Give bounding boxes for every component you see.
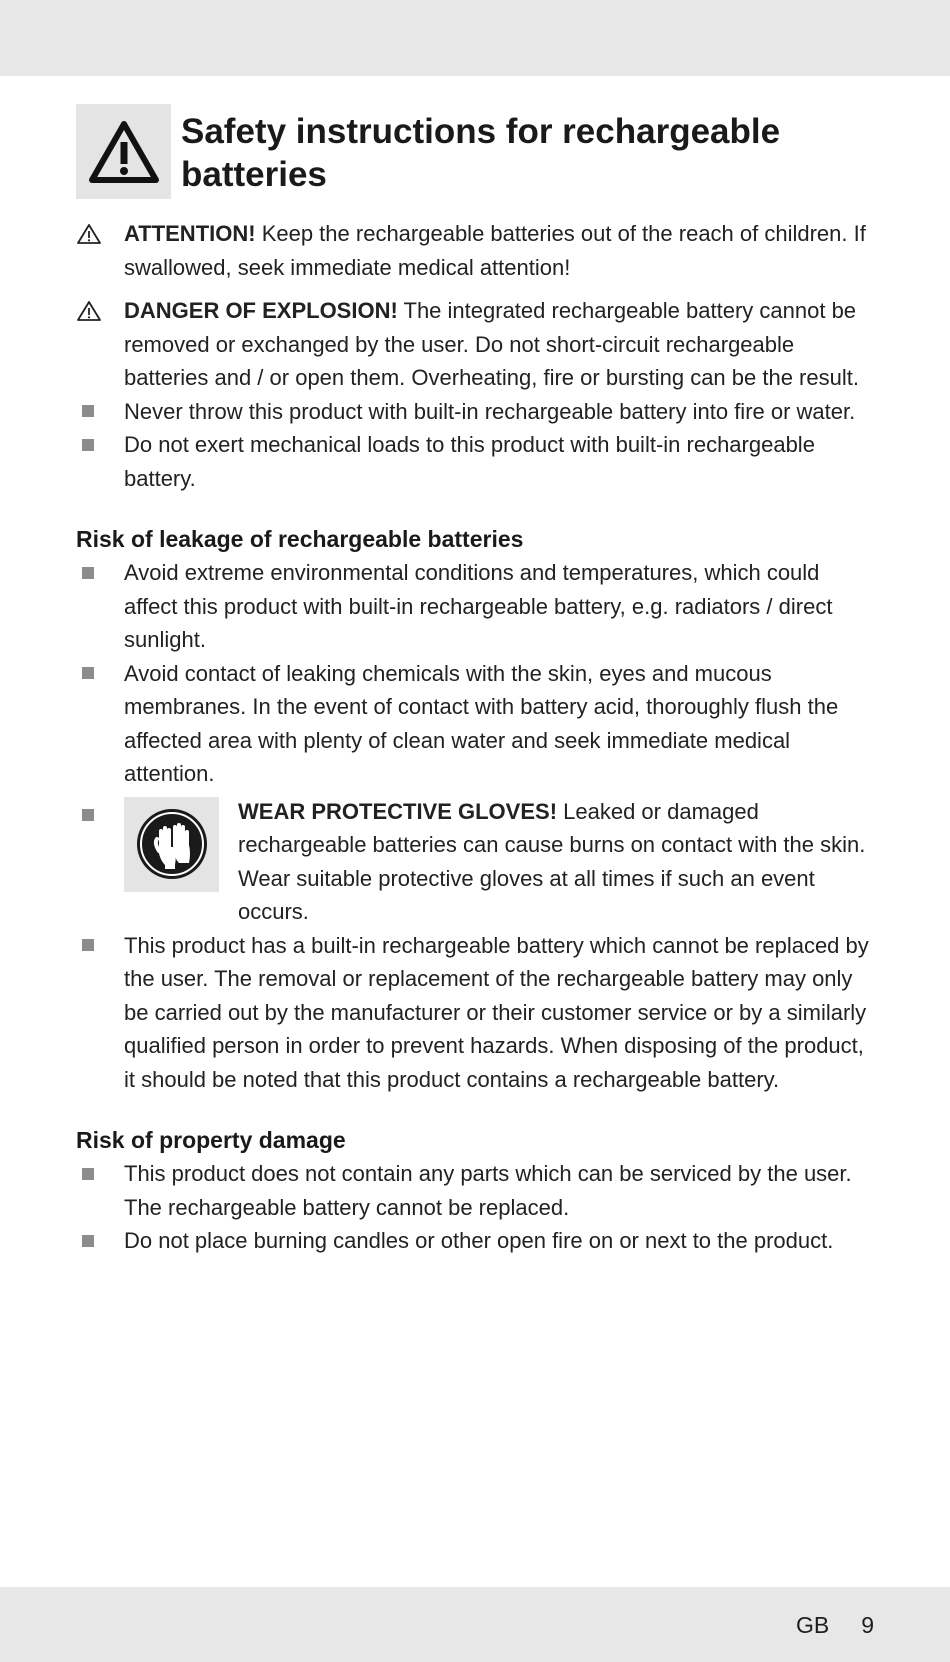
list-item (76, 556, 876, 657)
section-heading-leakage: Risk of leakage of rechargeable batteries (76, 526, 524, 552)
bullet-square-icon (82, 439, 94, 451)
warning-item-attention (76, 217, 876, 284)
protective-gloves-icon (124, 797, 219, 892)
warning-triangle-icon (76, 104, 171, 199)
bullet-square-icon (82, 667, 94, 679)
title-block (76, 104, 876, 199)
bullet-square-icon (82, 809, 94, 821)
list-item (76, 657, 876, 791)
warning-label: ATTENTION! (124, 221, 256, 246)
list-item (76, 929, 876, 1097)
gloves-text (238, 795, 876, 929)
footer-language: GB (795, 1612, 830, 1638)
bullet-square-icon (82, 1235, 94, 1247)
list-item-gloves (76, 795, 876, 929)
list-item-text: This product has a built-in rechargeable battery which cannot be replaced by the user. The removal or replacement of the rechargeable battery may only be carried out by the manufacturer or their customer service or by a similarly qualified person in order to prevent hazards. When disposing of the product, it should be noted that this product contains a rechargeable battery. (124, 932, 869, 1092)
page-number: 9 (861, 1612, 874, 1638)
page-footer (796, 1612, 874, 1639)
warning-small-icon (76, 217, 106, 250)
page-title: Safety instructions for rechargeable batteries (181, 112, 781, 194)
warning-item-explosion (76, 294, 876, 395)
list-item-text: Do not exert mechanical loads to this product with built-in rechargeable battery. (124, 432, 815, 491)
warning-text: Keep the rechargeable batteries out of the reach of children. If swallowed, seek immediate medical attention! (124, 221, 866, 280)
warning-text: Leaked or damaged rechargeable batteries can cause burns on contact with the skin. Wear suitable protective gloves at all times if such an event occurs. (238, 798, 866, 924)
list-item-text: Avoid extreme environmental conditions and temperatures, which could affect this product with built-in rechargeable battery, e.g. radiators / direct sunlight. (124, 560, 833, 652)
list-item-text: Do not place burning candles or other open fire on or next to the product. (124, 1228, 834, 1253)
list-item (76, 428, 876, 495)
list-item (76, 1224, 876, 1258)
warning-small-icon (76, 294, 106, 327)
list-item (76, 395, 876, 429)
bullet-square-icon (82, 1168, 94, 1180)
list-item-text: Avoid contact of leaking chemicals with the skin, eyes and mucous membranes. In the event of contact with battery acid, thoroughly flush the affected area with plenty of clean water and seek immediate medical attention. (124, 660, 839, 786)
bullet-square-icon (82, 405, 94, 417)
bullet-square-icon (82, 939, 94, 951)
list-item-text: Never throw this product with built-in rechargeable battery into fire or water. (124, 398, 856, 424)
bullet-square-icon (82, 567, 94, 579)
warning-text: The integrated rechargeable battery cannot be removed or exchanged by the user. Do not short-circuit rechargeable batteries and / or open them. Overheating, fire or bursting can be the result. (124, 298, 859, 390)
page-content (76, 104, 876, 1258)
warning-label: DANGER OF EXPLOSION! (124, 298, 398, 323)
section-heading-property: Risk of property damage (76, 1127, 346, 1153)
warning-label: WEAR PROTECTIVE GLOVES! (238, 798, 558, 824)
page-header-band (0, 0, 950, 76)
list-item (76, 1157, 876, 1224)
list-item-text: This product does not contain any parts which can be serviced by the user. The rechargeable battery cannot be replaced. (124, 1161, 852, 1220)
